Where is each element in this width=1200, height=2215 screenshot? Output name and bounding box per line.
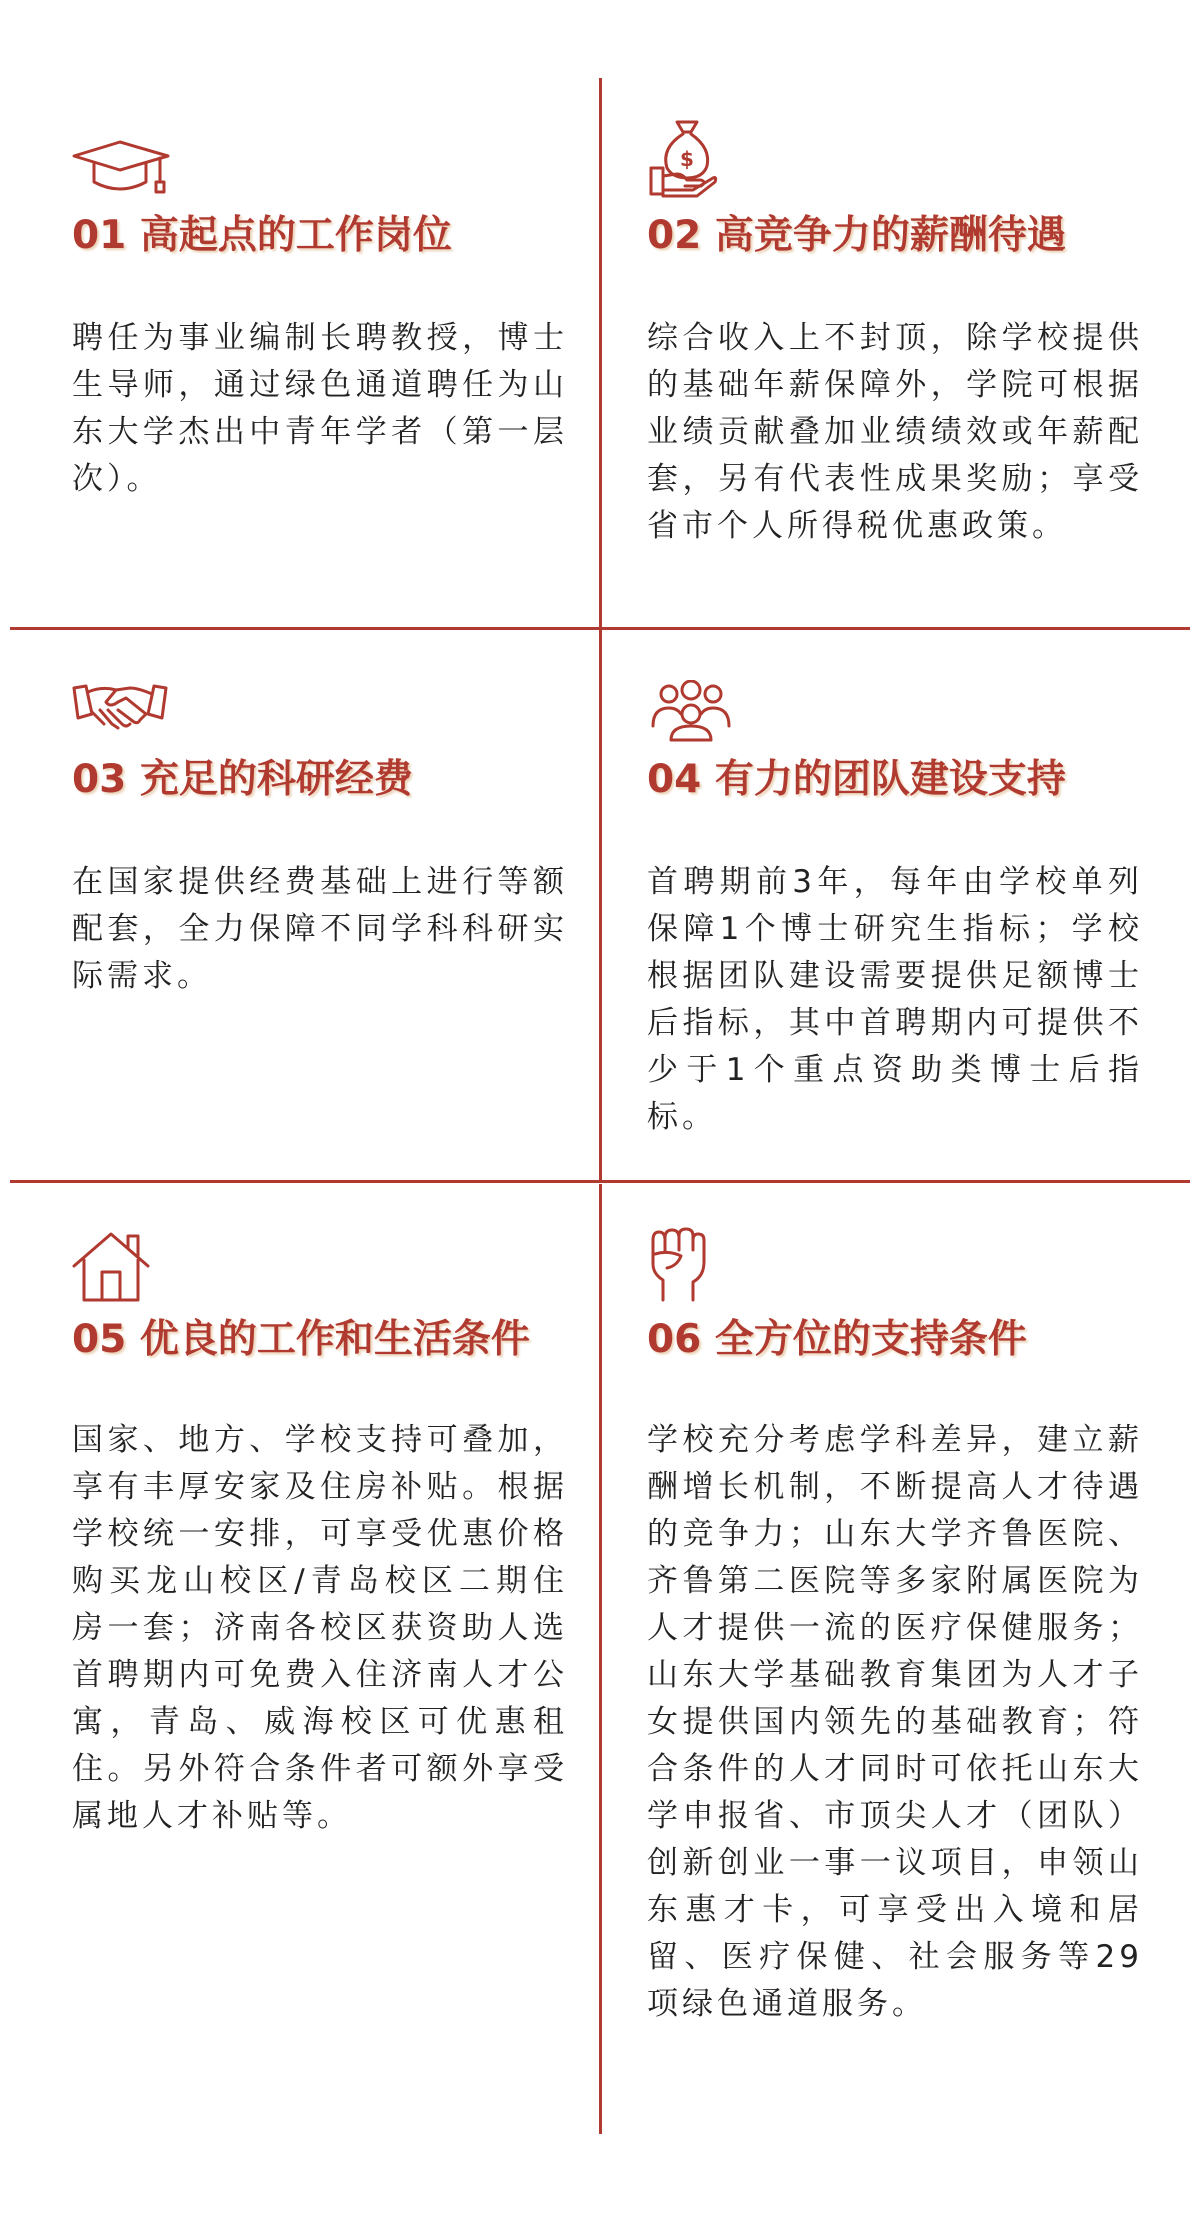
svg-text:$: $ <box>680 147 694 171</box>
grid-horizontal-divider <box>10 1180 1190 1183</box>
benefit-title: 03 充足的科研经费 <box>72 757 413 802</box>
benefit-title: 04 有力的团队建设支持 <box>647 757 1066 802</box>
benefit-description: 在国家提供经费基础上进行等额配套，全力保障不同学科科研实际需求。 <box>72 864 568 994</box>
benefit-description: 综合收入上不封顶，除学校提供的基础年薪保障外，学院可根据业绩贡献叠加业绩绩效或年薪配套，另有代表性成果奖励；享受省市个人所得税优惠政策。 <box>647 320 1143 544</box>
benefit-title: 01 高起点的工作岗位 <box>72 213 452 258</box>
raised-fist-icon <box>647 1226 707 1302</box>
benefit-title: 05 优良的工作和生活条件 <box>72 1317 530 1362</box>
benefit-description: 聘任为事业编制长聘教授，博士生导师，通过绿色通道聘任为山东大学杰出中青年学者（第一层次）。 <box>72 320 568 497</box>
grid-vertical-divider <box>599 78 602 630</box>
benefit-title: 06 全方位的支持条件 <box>647 1317 1027 1362</box>
benefit-title: 02 高竞争力的薪酬待遇 <box>647 213 1066 258</box>
graduation-cap-icon <box>72 138 172 200</box>
benefit-description: 国家、地方、学校支持可叠加，享有丰厚安家及住房补贴。根据学校统一安排，可享受优惠价格购买龙山校区/青岛校区二期住房一套；济南各校区获资助人选首聘期内可免费入住济南人才公寓，青岛、威海校区可优惠租住。另外符合条件者可额外享受属地人才补贴等。 <box>72 1422 568 1834</box>
handshake-icon <box>72 680 168 740</box>
team-people-icon <box>649 680 733 742</box>
grid-horizontal-divider <box>10 627 1190 630</box>
benefit-description: 首聘期前3年，每年由学校单列保障1个博士研究生指标；学校根据团队建设需要提供足额博士后指标，其中首聘期内可提供不少于1个重点资助类博士后指标。 <box>647 864 1143 1135</box>
benefit-description: 学校充分考虑学科差异，建立薪酬增长机制，不断提高人才待遇的竞争力；山东大学齐鲁医院、齐鲁第二医院等多家附属医院为人才提供一流的医疗保健服务；山东大学基础教育集团为人才子女提供国内领先的基础教育；符合条件的人才同时可依托山东大学申报省、市顶尖人才（团队）创新创业一事一议项目，申领山东惠才卡，可享受出入境和居留、医疗保健、社会服务等29项绿色通道服务。 <box>647 1422 1143 2022</box>
house-icon <box>72 1230 150 1302</box>
grid-vertical-divider <box>599 630 602 1182</box>
money-bag-hand-icon <box>647 118 719 198</box>
